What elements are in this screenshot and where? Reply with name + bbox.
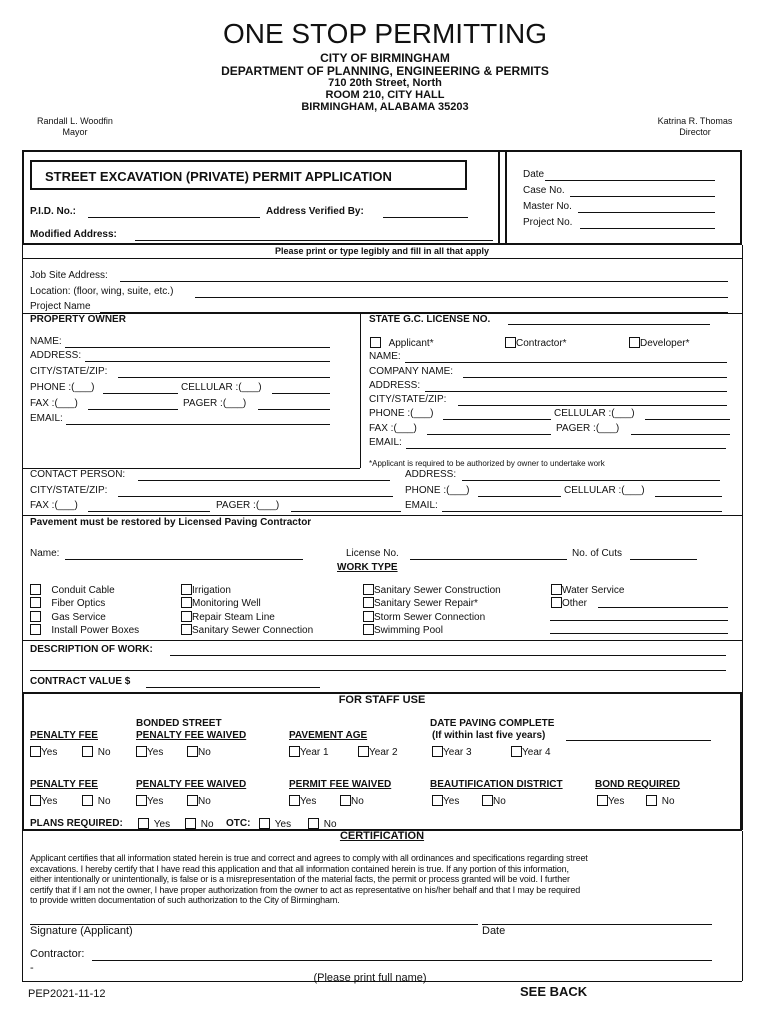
pid-field[interactable]: [88, 217, 260, 218]
signature-date-field[interactable]: [482, 924, 712, 925]
location-label: Location: (floor, wing, suite, etc.): [30, 286, 174, 297]
work-option[interactable]: Other: [551, 597, 624, 610]
owner-pager-field[interactable]: [258, 409, 330, 410]
owner-city-field[interactable]: [118, 377, 330, 378]
work-option[interactable]: Irrigation: [181, 584, 313, 597]
see-back-label: SEE BACK: [520, 984, 588, 999]
work-option[interactable]: Conduit Cable: [30, 584, 139, 597]
owner-phone-label: PHONE :(___): [30, 382, 95, 393]
contractor-checkbox[interactable]: Contractor*: [505, 337, 567, 349]
date-paving-label: DATE PAVING COMPLETE: [430, 718, 555, 729]
certification-head: CERTIFICATION: [339, 830, 425, 842]
work-option[interactable]: Sanitary Sewer Repair*: [363, 597, 501, 610]
contact-city-field[interactable]: [118, 496, 393, 497]
bonded-yes[interactable]: Yes: [136, 746, 163, 758]
gc-city-label: CITY/STATE/ZIP:: [369, 394, 447, 405]
waived-yes[interactable]: Yes: [136, 795, 163, 807]
contact-email-field[interactable]: [442, 511, 722, 512]
form-title: STREET EXCAVATION (PRIVATE) PERMIT APPLICATION: [30, 160, 467, 190]
master-field[interactable]: [578, 212, 715, 213]
job-site-label: Job Site Address:: [30, 270, 108, 281]
gc-fax-field[interactable]: [427, 434, 551, 435]
plans-yes[interactable]: Yes: [138, 818, 170, 830]
cert-line: Applicant certifies that all information stated herein is true and correct and agrees to comply with all ordinances and specifications regarding street: [30, 853, 588, 863]
bond-required-label: BOND REQUIRED: [595, 779, 681, 790]
owner-email-field[interactable]: [66, 424, 330, 425]
paving-name-field[interactable]: [65, 559, 303, 560]
contact-phone-field[interactable]: [478, 496, 561, 497]
paving-license-label: License No.: [346, 548, 399, 559]
plans-required-label: PLANS REQUIRED:: [30, 818, 123, 829]
penalty-fee-label: PENALTY FEE: [30, 730, 98, 741]
director-name: Katrina R. Thomas: [657, 116, 733, 126]
director-title: Director: [679, 127, 711, 137]
contract-value-label: CONTRACT VALUE $: [30, 676, 131, 687]
waived-no[interactable]: No: [187, 795, 211, 807]
permit-waived-no[interactable]: No: [340, 795, 364, 807]
staff-head: FOR STAFF USE: [338, 694, 426, 706]
gc-city-field[interactable]: [458, 405, 727, 406]
work-option[interactable]: Sanitary Sewer Connection: [181, 624, 313, 637]
gc-phone-label: PHONE :(___): [369, 408, 434, 419]
date-paving-field[interactable]: [566, 740, 711, 741]
applicant-checkbox[interactable]: Applicant*: [370, 337, 434, 349]
cert-line: certify that if I am not the owner, I have proper authorization from the owner to act as representative on his/her behalf and that I may be required: [30, 884, 581, 895]
gc-head: STATE G.C. LICENSE NO.: [369, 314, 491, 325]
form-code: PEP2021-11-12: [28, 988, 106, 1000]
owner-address-label: ADDRESS:: [30, 350, 82, 361]
bond-yes[interactable]: Yes: [597, 795, 624, 807]
work-col-3: [363, 584, 501, 637]
gc-email-label: EMAIL:: [369, 437, 402, 448]
address-verified-label: Address Verified By:: [266, 206, 364, 217]
otc-no[interactable]: No: [308, 818, 337, 830]
description-label: DESCRIPTION OF WORK:: [30, 644, 153, 655]
permit-waived-label: PERMIT FEE WAIVED: [289, 779, 392, 790]
gc-name-label: NAME:: [369, 351, 401, 362]
contact-address-field[interactable]: [462, 480, 720, 481]
work-option[interactable]: Monitoring Well: [181, 597, 313, 610]
owner-city-label: CITY/STATE/ZIP:: [30, 366, 108, 377]
beaut-yes[interactable]: Yes: [432, 795, 459, 807]
mayor-title: Mayor: [62, 127, 88, 137]
otc-label: OTC:: [226, 818, 251, 829]
contractor-field[interactable]: [92, 960, 712, 961]
gc-name-field[interactable]: [405, 362, 727, 363]
project-field[interactable]: [580, 228, 715, 229]
cert-line: excavations. I hereby certify that I have read this application and that all information contained herein is true. If any portion of this information,: [30, 863, 569, 874]
work-col-1: [30, 584, 139, 637]
project-name-label: Project Name: [30, 301, 91, 312]
city-state-line: BIRMINGHAM, ALABAMA 35203: [301, 101, 469, 113]
bonded-waived-label: PENALTY FEE WAIVED: [136, 730, 247, 741]
contract-value-field[interactable]: [146, 687, 320, 688]
modified-address-label: Modified Address:: [30, 229, 117, 240]
gc-company-field[interactable]: [463, 377, 727, 378]
contact-person-label: CONTACT PERSON:: [30, 469, 126, 480]
other-field-2[interactable]: [550, 620, 728, 621]
owner-head: PROPERTY OWNER: [30, 314, 126, 325]
gc-cell-field[interactable]: [645, 419, 730, 420]
owner-cell-field[interactable]: [272, 393, 330, 394]
paving-cuts-field[interactable]: [630, 559, 697, 560]
signature-date-label: Date: [482, 925, 506, 937]
contact-phone-label: PHONE :(___): [405, 485, 470, 496]
contact-city-label: CITY/STATE/ZIP:: [30, 485, 108, 496]
developer-checkbox[interactable]: Developer*: [629, 337, 689, 349]
owner-fax-field[interactable]: [88, 409, 178, 410]
beaut-no[interactable]: No: [482, 795, 506, 807]
job-site-field[interactable]: [120, 281, 728, 282]
contact-pager-label: PAGER :(___): [216, 500, 280, 511]
gc-pager-field[interactable]: [631, 434, 730, 435]
gc-note: *Applicant is required to be authorized by owner to undertake work: [369, 459, 605, 468]
bonded-street-label: BONDED STREET: [136, 718, 222, 729]
owner-name-label: NAME:: [30, 336, 62, 347]
work-option[interactable]: Repair Steam Line: [181, 611, 313, 624]
contact-address-label: ADDRESS:: [405, 469, 457, 480]
description-field-2[interactable]: [30, 670, 726, 671]
year3-checkbox[interactable]: Year 3: [432, 746, 472, 758]
other-field[interactable]: [598, 607, 728, 608]
gc-address-field[interactable]: [425, 391, 727, 392]
staff-use-box: [22, 692, 742, 831]
contact-pager-field[interactable]: [291, 511, 401, 512]
paving-name-label: Name:: [30, 548, 60, 559]
page-title: ONE STOP PERMITTING: [222, 18, 548, 49]
contact-cell-field[interactable]: [655, 496, 722, 497]
address-verified-field[interactable]: [383, 217, 468, 218]
work-option[interactable]: Gas Service: [30, 611, 139, 624]
bonded-no[interactable]: No: [187, 746, 211, 758]
owner-email-label: EMAIL:: [30, 413, 63, 424]
print-name-note: (Please print full name): [313, 972, 427, 984]
pavement-age-label: PAVEMENT AGE: [289, 730, 368, 741]
other-field-3[interactable]: [550, 633, 728, 634]
contact-cell-label: CELLULAR :(___): [564, 485, 645, 496]
permit-waived-yes[interactable]: Yes: [289, 795, 316, 807]
cert-line: either intentionally or unintentionally, is false or is a misrepresentation of the material facts, the permit or process granted will be void. I further: [30, 874, 570, 884]
penalty-no[interactable]: No: [82, 746, 111, 758]
contact-person-field[interactable]: [138, 480, 390, 481]
work-type-head: WORK TYPE: [337, 562, 398, 573]
contact-fax-field[interactable]: [88, 511, 210, 512]
gc-company-label: COMPANY NAME:: [369, 366, 454, 377]
city-line: CITY OF BIRMINGHAM: [320, 51, 450, 65]
year2-checkbox[interactable]: Year 2: [358, 746, 398, 758]
case-label: Case No.: [523, 185, 565, 196]
owner-address-field[interactable]: [85, 361, 330, 362]
work-option[interactable]: Water Service: [551, 584, 624, 597]
penalty-yes[interactable]: Yes: [30, 746, 57, 758]
penalty-waived-label: PENALTY FEE WAIVED: [136, 779, 247, 790]
case-field[interactable]: [570, 196, 715, 197]
cert-line: to provide written documentation of such authorization to the City of Birmingham.: [30, 895, 340, 905]
work-option[interactable]: Install Power Boxes: [30, 624, 139, 637]
gc-email-field[interactable]: [406, 448, 726, 449]
master-label: Master No.: [523, 201, 572, 212]
beautification-label: BEAUTIFICATION DISTRICT: [430, 779, 563, 790]
year1-checkbox[interactable]: Year 1: [289, 746, 329, 758]
owner-name-field[interactable]: [65, 347, 330, 348]
otc-yes[interactable]: Yes: [259, 818, 291, 830]
owner-fax-label: FAX :(___): [30, 398, 78, 409]
date-paving-sub: (If within last five years): [432, 730, 546, 741]
contact-email-label: EMAIL:: [405, 500, 438, 511]
work-option[interactable]: Swimming Pool: [363, 624, 501, 637]
gc-license-field[interactable]: [508, 324, 710, 325]
paving-head: Pavement must be restored by Licensed Paving Contractor: [30, 517, 312, 528]
penalty-fee-2-label: PENALTY FEE: [30, 779, 98, 790]
gc-pager-label: PAGER :(___): [556, 423, 620, 434]
work-option[interactable]: Fiber Optics: [30, 597, 139, 610]
gc-address-label: ADDRESS:: [369, 380, 421, 391]
date-field[interactable]: [545, 180, 715, 181]
owner-pager-label: PAGER :(___): [183, 398, 247, 409]
gc-fax-label: FAX :(___): [369, 423, 417, 434]
owner-cell-label: CELLULAR :(___): [181, 382, 262, 393]
paving-license-field[interactable]: [410, 559, 567, 560]
work-col-2: [181, 584, 313, 637]
work-option[interactable]: Sanitary Sewer Construction: [363, 584, 501, 597]
work-option[interactable]: Storm Sewer Connection: [363, 611, 501, 624]
signature-label: Signature (Applicant): [30, 925, 133, 937]
location-field[interactable]: [195, 297, 728, 298]
dash-mark: -: [30, 962, 34, 974]
dept-line: DEPARTMENT OF PLANNING, ENGINEERING & PERMITS: [221, 64, 549, 78]
instructions: Please print or type legibly and fill in all that apply: [274, 246, 490, 256]
date-label: Date: [523, 169, 545, 180]
year4-checkbox[interactable]: Year 4: [511, 746, 551, 758]
penalty2-no[interactable]: No: [82, 795, 111, 807]
modified-address-field[interactable]: [135, 240, 493, 241]
gc-cell-label: CELLULAR :(___): [554, 408, 635, 419]
project-label: Project No.: [523, 217, 573, 228]
contact-fax-label: FAX :(___): [30, 500, 78, 511]
street-line: 710 20th Street, North: [328, 77, 442, 89]
pid-label: P.I.D. No.:: [30, 206, 76, 217]
mayor-name: Randall L. Woodfin: [37, 116, 113, 126]
penalty2-yes[interactable]: Yes: [30, 795, 57, 807]
bond-no[interactable]: No: [646, 795, 675, 807]
plans-no[interactable]: No: [185, 818, 214, 830]
owner-phone-field[interactable]: [103, 393, 178, 394]
certification-text: [30, 853, 740, 906]
room-line: ROOM 210, CITY HALL: [325, 89, 445, 101]
contractor-label: Contractor:: [30, 948, 85, 960]
description-field[interactable]: [170, 655, 726, 656]
gc-phone-field[interactable]: [443, 419, 551, 420]
paving-cuts-label: No. of Cuts: [572, 548, 623, 559]
